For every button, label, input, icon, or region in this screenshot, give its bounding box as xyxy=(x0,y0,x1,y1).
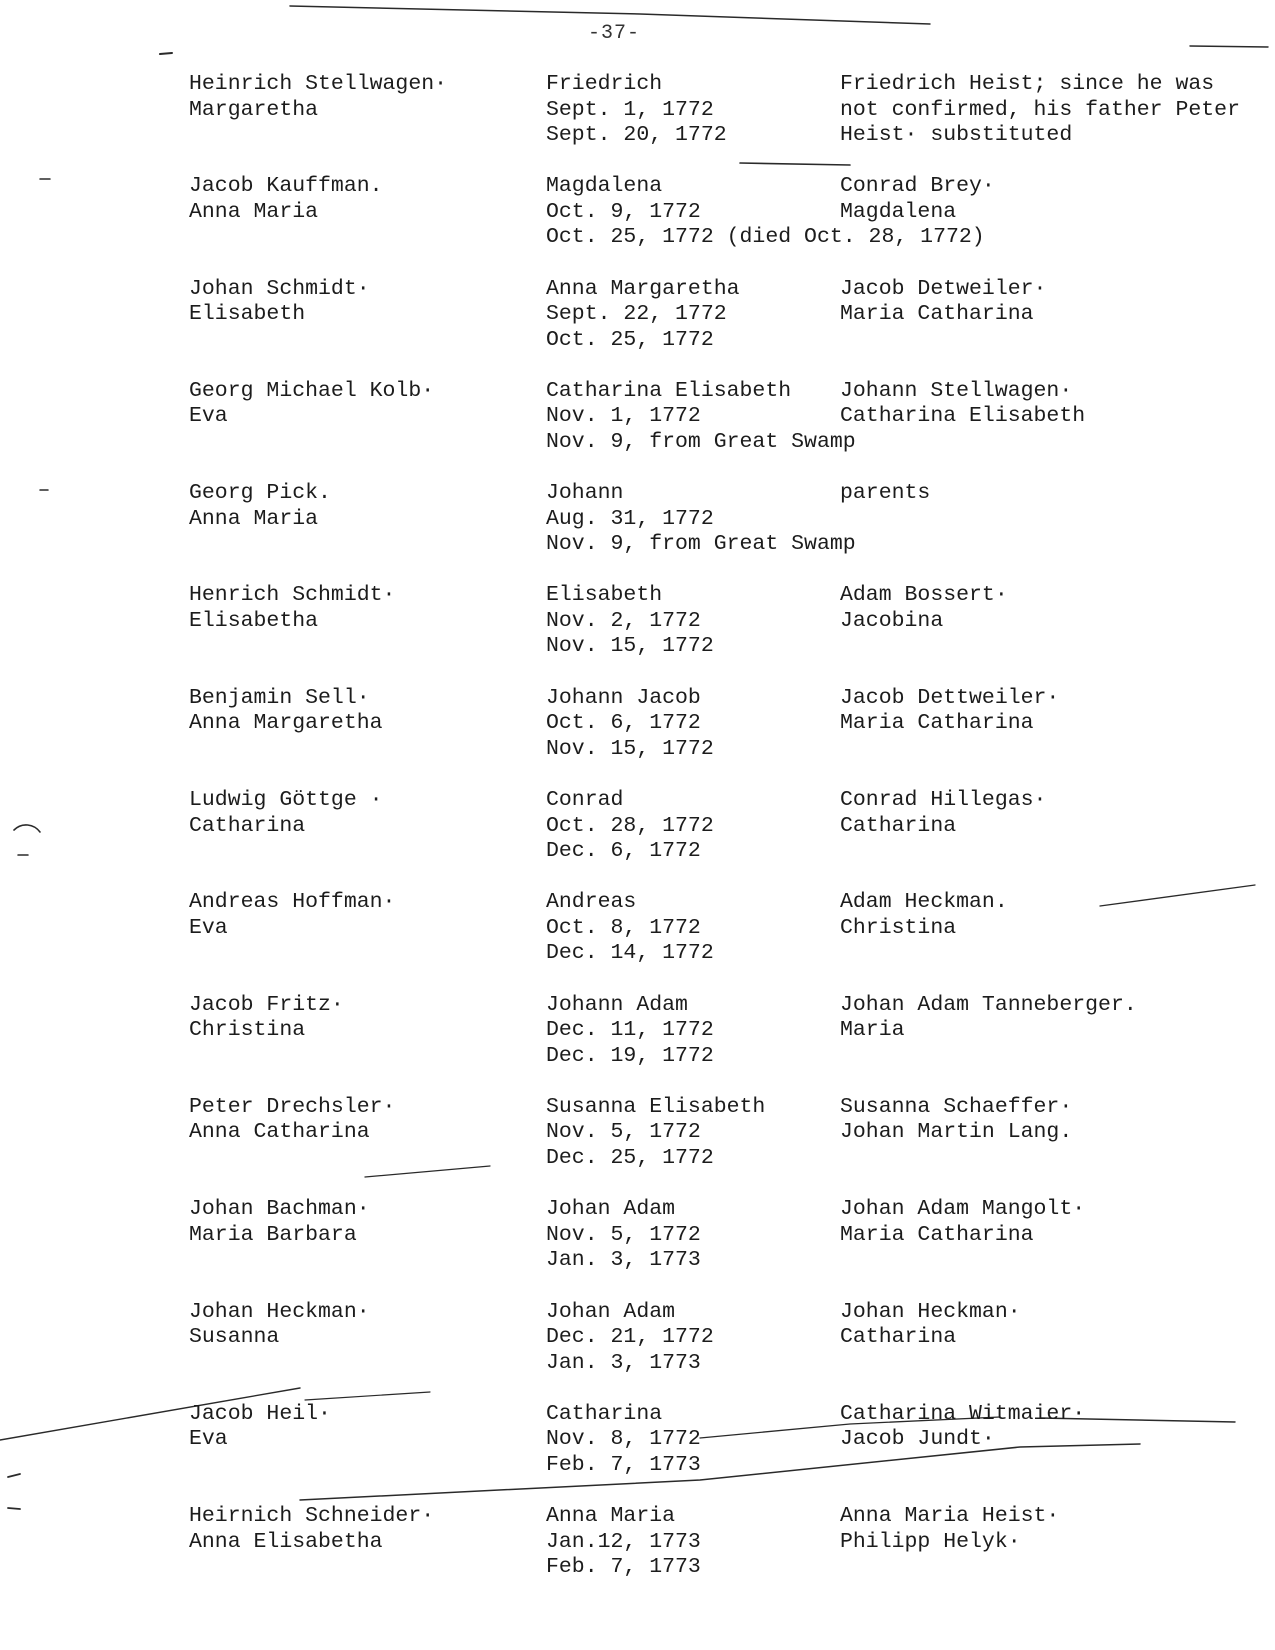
parents-column xyxy=(189,72,509,123)
sponsors-line: Adam Heckman. xyxy=(840,890,1008,915)
child-line: Johan Adam xyxy=(546,1299,676,1324)
child-line: Jan.12, 1773 xyxy=(546,1529,701,1554)
child-line: Friedrich xyxy=(546,72,663,96)
baptism-record xyxy=(0,68,1275,170)
sponsors-line: Catharina xyxy=(840,1325,957,1350)
child-line: Catharina Elisabeth xyxy=(546,378,792,403)
parents-column xyxy=(189,1197,509,1248)
parents-line: Jacob Fritz· xyxy=(189,992,344,1017)
child-line: Dec. 25, 1772 xyxy=(546,1145,714,1170)
parents-line: Eva xyxy=(189,1427,228,1452)
baptism-record xyxy=(0,1398,1275,1500)
sponsors-line: Johan Heckman· xyxy=(840,1299,1021,1324)
sponsors-line: Catharina Witmaier· xyxy=(840,1401,1086,1426)
parents-column xyxy=(189,379,509,430)
sponsors-line: Susanna Schaeffer· xyxy=(840,1094,1073,1119)
sponsors-line: Philipp Helyk· xyxy=(840,1529,1021,1554)
child-line: Nov. 1, 1772 xyxy=(546,404,701,429)
parents-line: Eva xyxy=(189,915,228,940)
baptism-record xyxy=(0,170,1275,272)
parents-line: Elisabeth xyxy=(189,302,306,327)
parents-line: Heirnich Schneider· xyxy=(189,1504,435,1529)
parents-line: Maria Barbara xyxy=(189,1222,357,1247)
sponsors-line: Jacob Dettweiler· xyxy=(840,685,1060,710)
parents-line: Anna Margaretha xyxy=(189,711,383,736)
sponsors-column xyxy=(840,1095,1265,1146)
child-line: Oct. 25, 1772 (died Oct. 28, 1772) xyxy=(546,225,985,250)
sponsors-column xyxy=(840,583,1265,634)
sponsors-line: Magdalena xyxy=(840,199,957,224)
child-column xyxy=(546,993,846,1070)
child-column xyxy=(546,378,856,456)
child-line: Nov. 9, from Great Swamp xyxy=(546,532,856,557)
child-line: Andreas xyxy=(546,890,637,915)
parents-line: Elisabetha xyxy=(189,608,319,633)
child-line: Johann Adam xyxy=(546,992,688,1017)
parents-line: Eva xyxy=(189,404,228,429)
parents-line: Jacob Heil· xyxy=(189,1401,331,1426)
baptism-record xyxy=(0,579,1275,681)
sponsors-line: Adam Bossert· xyxy=(840,583,1008,608)
sponsors-line: Christina xyxy=(840,915,957,940)
child-line: Nov. 15, 1772 xyxy=(546,736,714,761)
child-line: Oct. 28, 1772 xyxy=(546,813,714,838)
parents-line: Ludwig Göttge · xyxy=(189,788,383,813)
baptism-record xyxy=(0,1296,1275,1398)
child-line: Oct. 8, 1772 xyxy=(546,915,701,940)
parents-column xyxy=(189,174,509,225)
baptism-record xyxy=(0,273,1275,375)
child-column xyxy=(546,890,846,967)
sponsors-column xyxy=(840,788,1265,839)
sponsors-column xyxy=(840,890,1265,941)
sponsors-line: Johan Adam Tanneberger. xyxy=(840,992,1137,1017)
parents-line: Anna Elisabetha xyxy=(189,1529,383,1554)
parents-line: Georg Michael Kolb· xyxy=(189,378,435,403)
child-line: Nov. 9, from Great Swamp xyxy=(546,429,856,454)
sponsors-line: Johan Martin Lang. xyxy=(840,1120,1073,1145)
parents-column xyxy=(189,686,509,737)
child-line: Nov. 8, 1772 xyxy=(546,1427,701,1452)
parents-column xyxy=(189,993,509,1044)
parents-line: Christina xyxy=(189,1018,306,1043)
child-line: Johann Jacob xyxy=(546,685,701,710)
child-line: Oct. 6, 1772 xyxy=(546,711,701,736)
sponsors-column xyxy=(840,993,1265,1044)
child-column xyxy=(546,686,846,763)
baptism-record xyxy=(0,682,1275,784)
child-line: Nov. 5, 1772 xyxy=(546,1120,701,1145)
sponsors-column xyxy=(840,174,1265,225)
baptism-record xyxy=(0,886,1275,988)
child-column xyxy=(546,788,846,865)
child-line: Dec. 11, 1772 xyxy=(546,1018,714,1043)
parents-line: Anna Catharina xyxy=(189,1120,370,1145)
sponsors-line: Maria Catharina xyxy=(840,1222,1034,1247)
baptism-record xyxy=(0,1091,1275,1193)
page-number: -37- xyxy=(588,22,641,45)
child-line: Catharina xyxy=(546,1401,663,1426)
parents-column xyxy=(189,890,509,941)
sponsors-line: Maria Catharina xyxy=(840,302,1034,327)
parents-line: Georg Pick. xyxy=(189,481,331,506)
parents-line: Henrich Schmidt· xyxy=(189,583,396,608)
parents-line: Catharina xyxy=(189,813,306,838)
baptism-record xyxy=(0,989,1275,1091)
parents-line: Peter Drechsler· xyxy=(189,1094,396,1119)
parents-line: Anna Maria xyxy=(189,199,319,224)
child-line: Anna Maria xyxy=(546,1504,676,1529)
child-line: Johann xyxy=(546,481,624,506)
child-line: Dec. 19, 1772 xyxy=(546,1043,714,1068)
parents-line: Johan Schmidt· xyxy=(189,276,370,301)
child-column xyxy=(546,1504,846,1581)
child-line: Jan. 3, 1773 xyxy=(546,1350,701,1375)
child-column xyxy=(546,1197,846,1274)
child-column xyxy=(546,481,856,558)
baptism-record xyxy=(0,1193,1275,1295)
sponsors-line: parents xyxy=(840,481,931,506)
baptism-record-list xyxy=(0,68,1275,1602)
child-column xyxy=(546,1402,846,1479)
child-line: Sept. 20, 1772 xyxy=(546,123,727,147)
child-column xyxy=(546,1095,846,1172)
baptism-record xyxy=(0,477,1275,579)
parents-line: Anna Maria xyxy=(189,506,319,531)
child-line: Oct. 9, 1772 xyxy=(546,199,701,224)
parents-line: Andreas Hoffman· xyxy=(189,890,396,915)
sponsors-line: Friedrich Heist; since he was xyxy=(840,72,1215,96)
sponsors-column xyxy=(840,686,1265,737)
parents-line: Susanna xyxy=(189,1325,280,1350)
sponsors-column xyxy=(840,72,1265,149)
sponsors-line: Jacob Detweiler· xyxy=(840,276,1047,301)
child-line: Susanna Elisabeth xyxy=(546,1094,766,1119)
parents-line: Johan Heckman· xyxy=(189,1299,370,1324)
child-line: Oct. 25, 1772 xyxy=(546,327,714,352)
parents-line: Johan Bachman· xyxy=(189,1197,370,1222)
sponsors-column xyxy=(840,379,1265,430)
child-line: Dec. 21, 1772 xyxy=(546,1325,714,1350)
parents-column xyxy=(189,277,509,328)
sponsors-column xyxy=(840,277,1265,328)
child-line: Nov. 2, 1772 xyxy=(546,608,701,633)
sponsors-column xyxy=(840,481,1265,507)
baptism-record xyxy=(0,784,1275,886)
child-column xyxy=(546,1300,846,1377)
parents-column xyxy=(189,1095,509,1146)
sponsors-column xyxy=(840,1197,1265,1248)
parents-column xyxy=(189,583,509,634)
sponsors-line: Catharina xyxy=(840,813,957,838)
parents-column xyxy=(189,1504,509,1555)
sponsors-column xyxy=(840,1402,1265,1453)
parents-column xyxy=(189,1300,509,1351)
child-line: Anna Margaretha xyxy=(546,276,740,301)
child-line: Elisabeth xyxy=(546,583,663,608)
baptism-record xyxy=(0,1500,1275,1602)
child-line: Nov. 15, 1772 xyxy=(546,634,714,659)
sponsors-line: Heist· substituted xyxy=(840,123,1073,147)
child-column xyxy=(546,72,846,149)
sponsors-line: Catharina Elisabeth xyxy=(840,404,1086,429)
parents-line: Heinrich Stellwagen· xyxy=(189,72,448,96)
child-line: Magdalena xyxy=(546,174,663,199)
child-line: Aug. 31, 1772 xyxy=(546,506,714,531)
sponsors-line: Johann Stellwagen· xyxy=(840,378,1073,403)
sponsors-column xyxy=(840,1300,1265,1351)
parents-line: Benjamin Sell· xyxy=(189,685,370,710)
parents-column xyxy=(189,481,509,532)
child-line: Feb. 7, 1773 xyxy=(546,1452,701,1477)
sponsors-column xyxy=(840,1504,1265,1555)
child-column xyxy=(546,277,846,354)
child-column xyxy=(546,583,846,660)
sponsors-line: Maria Catharina xyxy=(840,711,1034,736)
baptism-record xyxy=(0,375,1275,477)
sponsors-line: Jacobina xyxy=(840,608,944,633)
child-line: Jan. 3, 1773 xyxy=(546,1248,701,1273)
sponsors-line: Conrad Brey· xyxy=(840,174,995,199)
parents-line: Jacob Kauffman. xyxy=(189,174,383,199)
sponsors-line: Anna Maria Heist· xyxy=(840,1504,1060,1529)
child-line: Dec. 6, 1772 xyxy=(546,839,701,864)
parents-column xyxy=(189,1402,509,1453)
child-line: Feb. 7, 1773 xyxy=(546,1555,701,1580)
child-line: Dec. 14, 1772 xyxy=(546,941,714,966)
child-line: Nov. 5, 1772 xyxy=(546,1222,701,1247)
child-line: Conrad xyxy=(546,788,624,813)
child-line: Sept. 1, 1772 xyxy=(546,97,714,122)
sponsors-line: Conrad Hillegas· xyxy=(840,788,1047,813)
sponsors-line: Jacob Jundt· xyxy=(840,1427,995,1452)
child-line: Johan Adam xyxy=(546,1197,676,1222)
child-line: Sept. 22, 1772 xyxy=(546,302,727,327)
sponsors-line: Maria xyxy=(840,1018,905,1043)
parents-line: Margaretha xyxy=(189,97,319,122)
sponsors-line: Johan Adam Mangolt· xyxy=(840,1197,1086,1222)
parents-column xyxy=(189,788,509,839)
sponsors-line: not confirmed, his father Peter xyxy=(840,97,1240,122)
